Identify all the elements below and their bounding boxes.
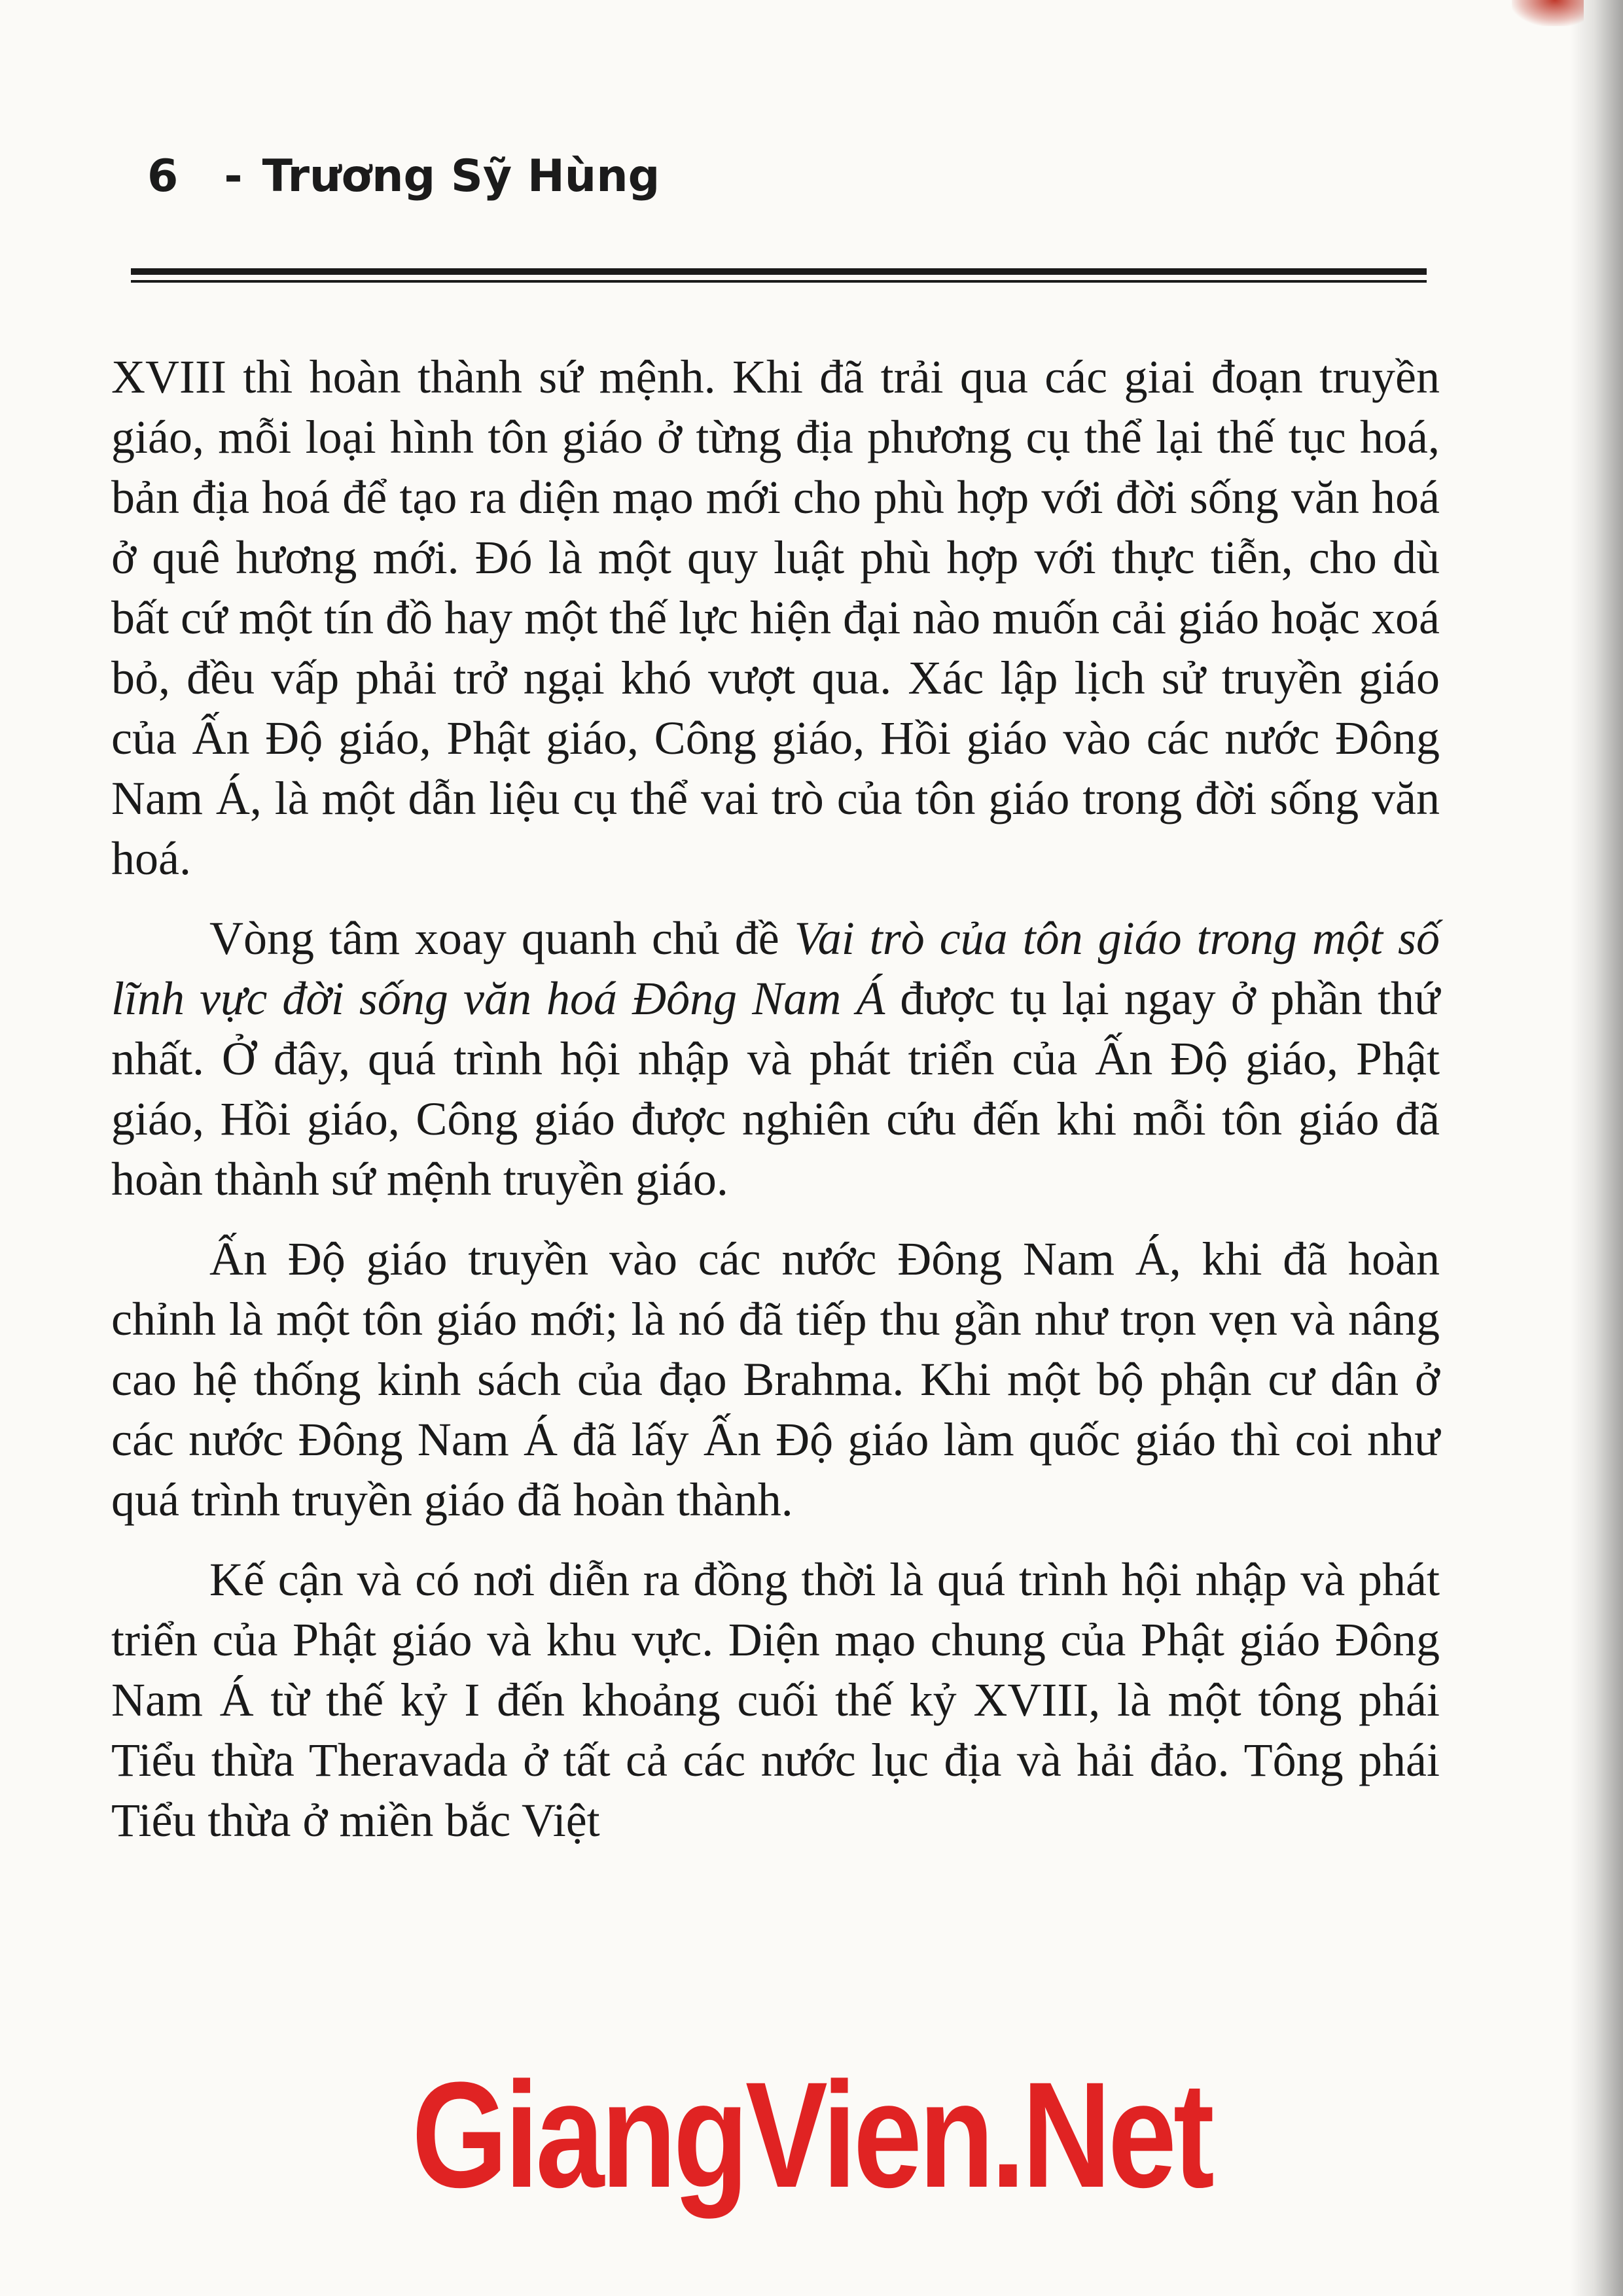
header-separator: -	[224, 150, 243, 202]
paragraph-4: Kế cận và có nơi diễn ra đồng thời là quá trình hội nhập và phát triển của Phật giáo và khu vực. Diện mạo chung của Phật giáo Đông Nam Á từ thế kỷ I đến khoảng cuối thế kỷ XVIII, là một tông phái Tiểu thừa Theravada ở tất cả các nước lục địa và hải đảo. Tông phái Tiểu thừa ở miền bắc Việt	[111, 1553, 1440, 1846]
paragraph-2-lead: Vòng tâm xoay quanh chủ đề	[209, 912, 794, 964]
paragraph-2-rest: được tụ lại ngay ở phần thứ nhất. Ở đây, quá trình hội nhập và phát triển của Ấn Độ giáo, Phật giáo, Hồi giáo, Công giáo được nghiên cứu đến khi mỗi tôn giáo đã hoàn thành sứ mệnh truyền giáo.	[111, 972, 1440, 1205]
body-text	[111, 347, 1440, 1870]
page-edge-shadow	[1571, 0, 1623, 2296]
author-name: Trương Sỹ Hùng	[262, 150, 660, 202]
paragraph-1: XVIII thì hoàn thành sứ mệnh. Khi đã trải qua các giai đoạn truyền giáo, mỗi loại hình tôn giáo ở từng địa phương cụ thể lại thế tục hoá, bản địa hoá để tạo ra diện mạo mới cho phù hợp với đời sống văn hoá ở quê hương mới. Đó là một quy luật phù hợp với thực tiễn, cho dù bất cứ một tín đồ hay một thế lực hiện đại nào muốn cải giáo hoặc xoá bỏ, đều vấp phải trở ngại khó vượt qua. Xác lập lịch sử truyền giáo của Ấn Độ giáo, Phật giáo, Công giáo, Hồi giáo vào các nước Đông Nam Á, là một dẫn liệu cụ thể vai trò của tôn giáo trong đời sống văn hoá.	[111, 351, 1440, 885]
watermark-logo: GiangVien.Net	[412, 2051, 1211, 2219]
page-number: 6	[147, 150, 179, 202]
corner-color-mark	[1512, 0, 1584, 26]
header-rule-thin	[131, 280, 1427, 283]
paragraph-3: Ấn Độ giáo truyền vào các nước Đông Nam Á, khi đã hoàn chỉnh là một tôn giáo mới; là nó đã tiếp thu gần như trọn vẹn và nâng cao hệ thống kinh sách của đạo Brahma. Khi một bộ phận cư dân ở các nước Đông Nam Á đã lấy Ấn Độ giáo làm quốc giáo thì coi như quá trình truyền giáo đã hoàn thành.	[111, 1233, 1440, 1526]
paragraph-2	[111, 908, 1440, 1209]
running-header	[147, 150, 660, 202]
paragraph-2-italic-title: Vai trò của tôn giáo trong một số lĩnh vực đời sống văn hoá Đông Nam Á	[111, 912, 1440, 1025]
header-rule-thick	[131, 268, 1427, 275]
